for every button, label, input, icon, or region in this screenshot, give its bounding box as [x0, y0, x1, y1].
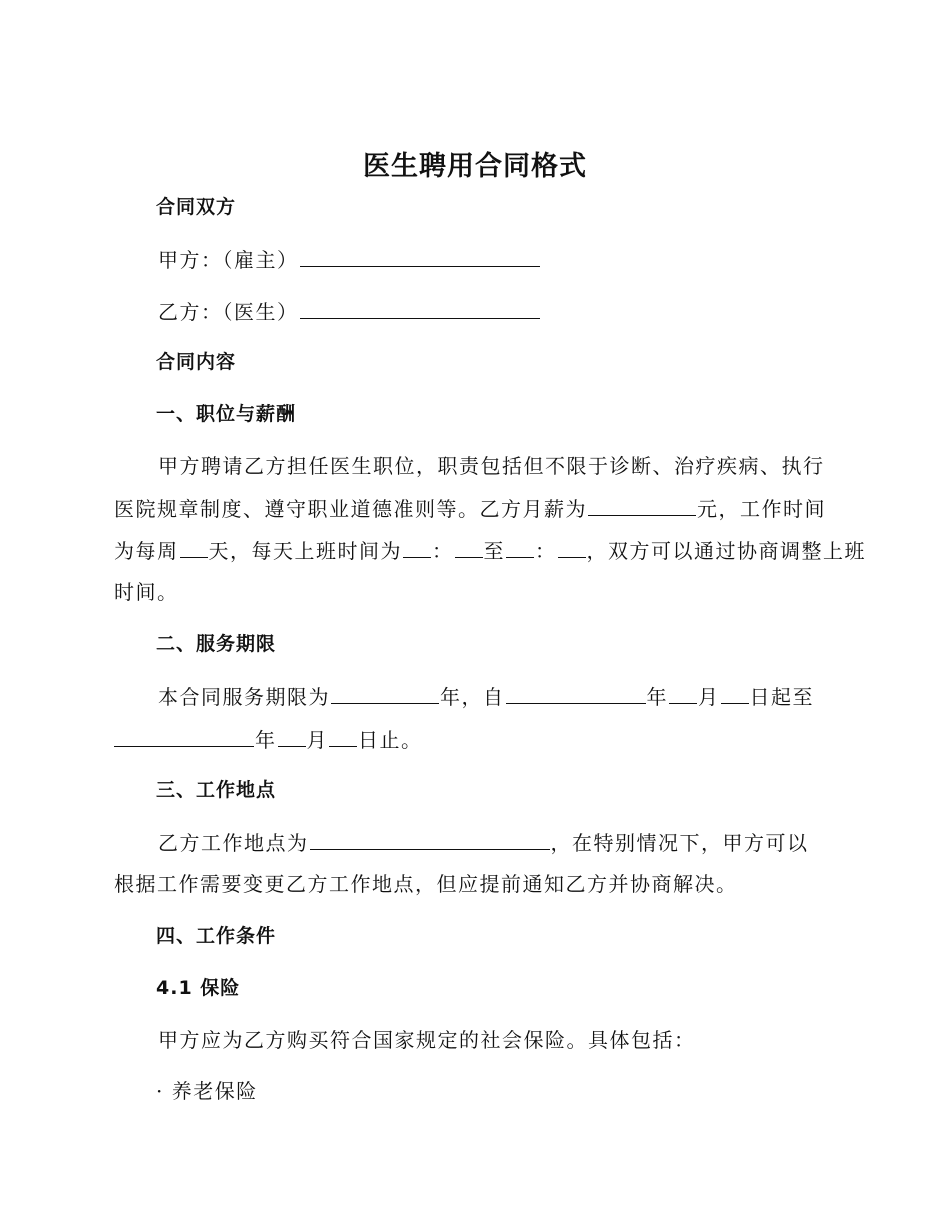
document-title: 医生聘用合同格式 [363, 151, 587, 182]
parties-heading: 合同双方 [156, 196, 237, 218]
section-1-line-1: 甲方聘请乙方担任医生职位，职责包括但不限于诊断、治疗疾病、执行 [158, 454, 825, 478]
end-day-blank [329, 726, 357, 747]
party-a-line [158, 246, 541, 273]
section-2-text: 本合同服务期限为 [158, 685, 330, 709]
start-year-blank [506, 683, 646, 704]
section-2-text: 日止。 [358, 728, 423, 752]
section-1-text: 至 [483, 539, 505, 563]
section-2-line-1 [158, 683, 814, 710]
section-2-line-2 [113, 726, 423, 753]
subsection-4-1-text: 甲方应为乙方购买符合国家规定的社会保险。具体包括： [158, 1028, 696, 1052]
section-1-text: 元，工作时间 [697, 497, 826, 521]
party-a-label: 甲方：（雇主） [158, 248, 299, 272]
section-1-text: 为每周 [114, 539, 179, 563]
section-1-line-3 [114, 537, 866, 564]
subsection-4-1-heading: 4.1 保险 [156, 977, 241, 999]
party-b-blank [300, 298, 540, 319]
section-1-text: ，双方可以通过协商调整上班 [586, 539, 866, 563]
party-a-blank [300, 246, 540, 267]
section-3-line-1 [158, 829, 809, 856]
end-hour-blank [506, 537, 534, 558]
section-4-heading: 四、工作条件 [156, 925, 277, 947]
start-month-blank [669, 683, 697, 704]
section-1-line-2 [114, 495, 826, 522]
section-2-text: 日起至 [749, 685, 814, 709]
section-1-text: ： [432, 539, 454, 563]
section-1-text: ： [535, 539, 557, 563]
start-minute-blank [455, 537, 483, 558]
salary-blank [588, 495, 696, 516]
start-day-blank [721, 683, 749, 704]
section-2-heading: 二、服务期限 [156, 633, 277, 655]
end-minute-blank [558, 537, 586, 558]
end-month-blank [278, 726, 306, 747]
section-2-text: 月 [698, 685, 720, 709]
section-3-text: ，在特别情况下，甲方可以 [550, 831, 809, 855]
section-1-line-4: 时间。 [114, 580, 179, 604]
days-blank [180, 537, 208, 558]
section-1-text: 医院规章制度、遵守职业道德准则等。乙方月薪为 [114, 497, 587, 521]
section-3-heading: 三、工作地点 [156, 779, 277, 801]
term-years-blank [331, 683, 439, 704]
section-3-line-2: 根据工作需要变更乙方工作地点，但应提前通知乙方并协商解决。 [114, 872, 738, 896]
party-b-label: 乙方：（医生） [158, 300, 299, 324]
section-1-heading: 一、职位与薪酬 [156, 403, 297, 425]
section-1-text: 天，每天上班时间为 [208, 539, 402, 563]
section-2-text: 年 [646, 685, 668, 709]
start-hour-blank [403, 537, 431, 558]
content-heading: 合同内容 [156, 351, 237, 373]
bullet-item-pension-insurance: · 养老保险 [156, 1079, 258, 1103]
end-year-blank [114, 726, 254, 747]
section-2-text: 年，自 [440, 685, 505, 709]
section-3-text: 乙方工作地点为 [158, 831, 309, 855]
section-2-text: 月 [306, 728, 328, 752]
workplace-blank [310, 829, 550, 850]
section-2-text: 年 [255, 728, 277, 752]
party-b-line [158, 298, 541, 325]
